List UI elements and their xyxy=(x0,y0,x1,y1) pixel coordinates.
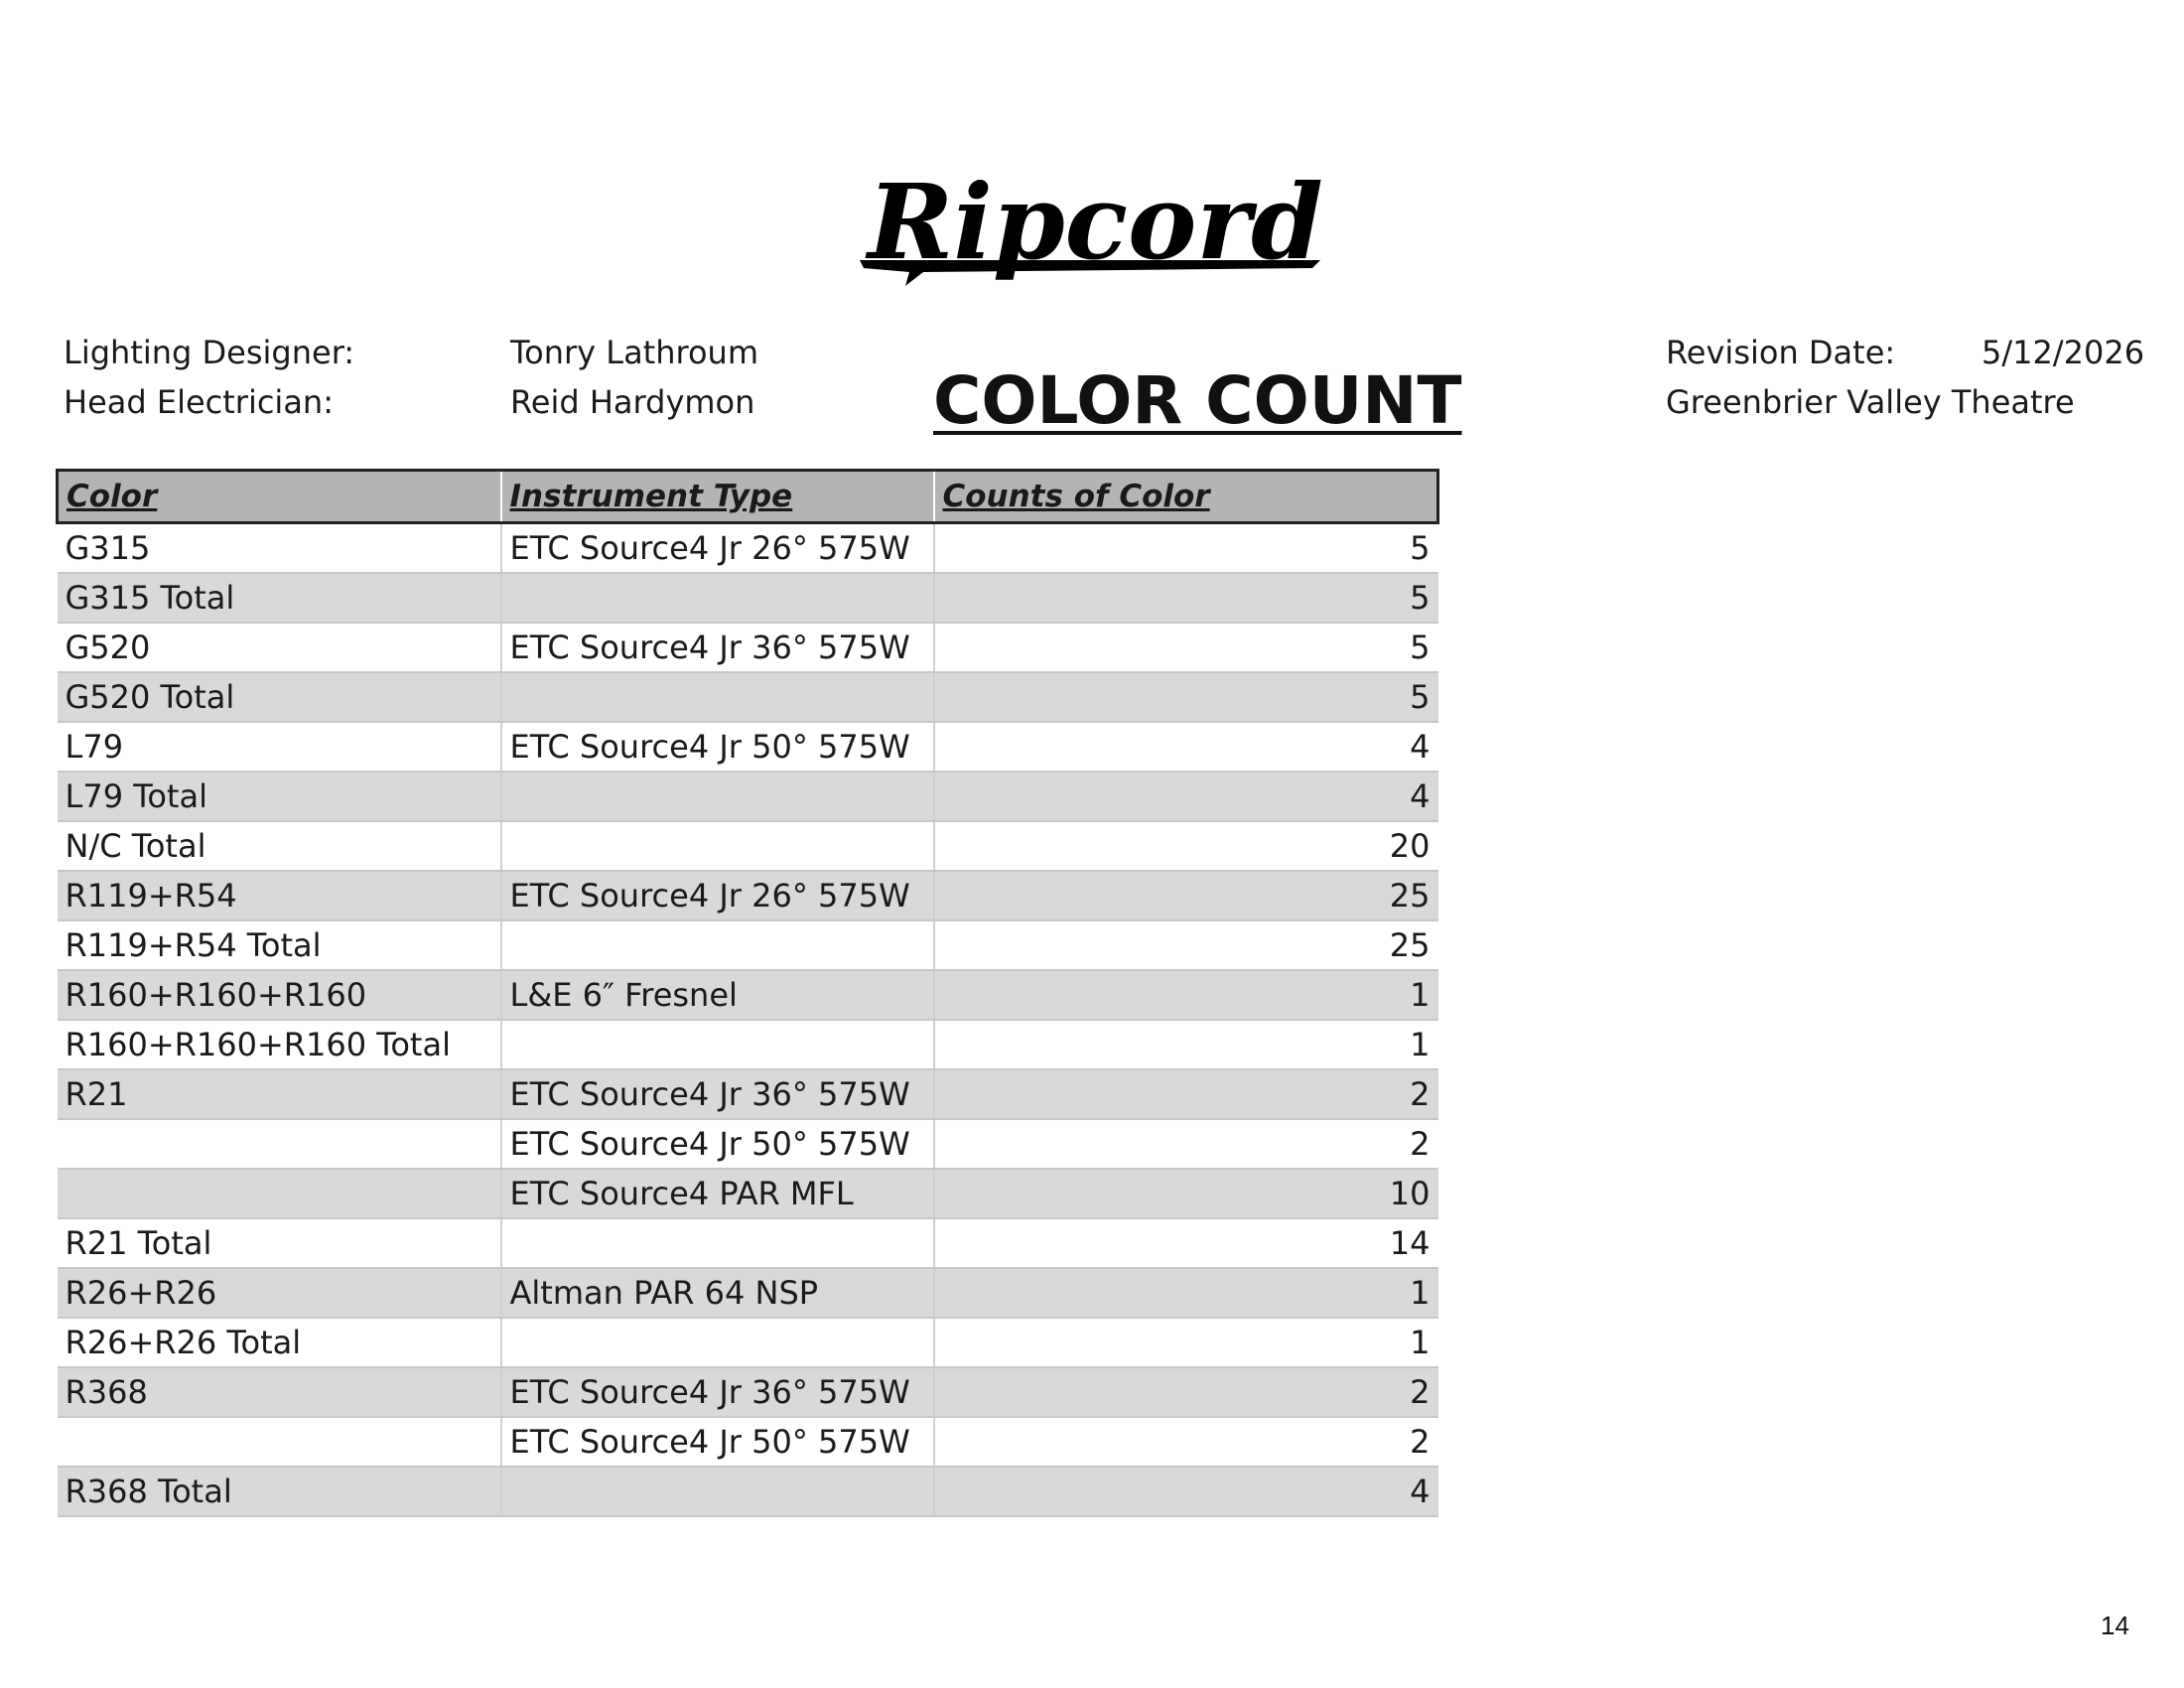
count-cell: 2 xyxy=(934,1367,1438,1417)
instrument-cell xyxy=(501,821,934,871)
count-cell: 1 xyxy=(934,970,1438,1020)
color-cell xyxy=(58,1119,501,1169)
column-header-instrument-type: Instrument Type xyxy=(501,471,934,523)
count-cell: 4 xyxy=(934,772,1438,821)
table-row xyxy=(58,1119,1438,1169)
table-row xyxy=(58,1367,1438,1417)
count-cell: 5 xyxy=(934,672,1438,722)
table-row xyxy=(58,772,1438,821)
color-cell: G315 xyxy=(58,523,501,574)
count-cell: 2 xyxy=(934,1417,1438,1467)
count-cell: 5 xyxy=(934,623,1438,672)
table-row xyxy=(58,672,1438,722)
instrument-cell: ETC Source4 Jr 26° 575W xyxy=(501,523,934,574)
instrument-cell xyxy=(501,1318,934,1367)
instrument-cell xyxy=(501,1218,934,1268)
color-cell: G520 Total xyxy=(58,672,501,722)
column-header-color: Color xyxy=(58,471,501,523)
svg-text:Ripcord: Ripcord xyxy=(868,169,1323,283)
count-cell: 5 xyxy=(934,573,1438,623)
instrument-cell: ETC Source4 Jr 36° 575W xyxy=(501,1069,934,1119)
count-cell: 25 xyxy=(934,920,1438,970)
instrument-cell: ETC Source4 PAR MFL xyxy=(501,1169,934,1218)
instrument-cell: L&E 6″ Fresnel xyxy=(501,970,934,1020)
instrument-cell xyxy=(501,1020,934,1069)
count-cell: 10 xyxy=(934,1169,1438,1218)
instrument-cell xyxy=(501,672,934,722)
color-cell: R119+R54 Total xyxy=(58,920,501,970)
instrument-cell: ETC Source4 Jr 36° 575W xyxy=(501,1367,934,1417)
color-cell: R21 Total xyxy=(58,1218,501,1268)
table-row xyxy=(58,1020,1438,1069)
color-cell: R368 xyxy=(58,1367,501,1417)
color-cell: N/C Total xyxy=(58,821,501,871)
table-row xyxy=(58,623,1438,672)
table-row xyxy=(58,1318,1438,1367)
lighting-designer-value: Tonry Lathroum xyxy=(510,334,758,371)
ripcord-logo-art xyxy=(854,169,1350,298)
instrument-cell: ETC Source4 Jr 50° 575W xyxy=(501,722,934,772)
table-row xyxy=(58,722,1438,772)
count-cell: 20 xyxy=(934,821,1438,871)
color-cell: R26+R26 Total xyxy=(58,1318,501,1367)
color-count-table xyxy=(56,469,1439,1517)
table-row xyxy=(58,523,1438,574)
count-cell: 14 xyxy=(934,1218,1438,1268)
color-cell: R160+R160+R160 xyxy=(58,970,501,1020)
instrument-cell xyxy=(501,573,934,623)
count-cell: 4 xyxy=(934,722,1438,772)
revision-date-value: 5/12/2026 xyxy=(1981,334,2145,371)
count-cell: 1 xyxy=(934,1268,1438,1318)
head-electrician-label: Head Electrician: xyxy=(64,383,334,421)
ripcord-logo xyxy=(854,169,1350,298)
table-row xyxy=(58,1417,1438,1467)
color-cell: G315 Total xyxy=(58,573,501,623)
count-cell: 2 xyxy=(934,1119,1438,1169)
instrument-cell: Altman PAR 64 NSP xyxy=(501,1268,934,1318)
page-number: 14 xyxy=(2101,1611,2129,1640)
instrument-cell xyxy=(501,1467,934,1516)
color-cell: R368 Total xyxy=(58,1467,501,1516)
table-row xyxy=(58,573,1438,623)
page-title: COLOR COUNT xyxy=(933,362,1462,439)
table-row xyxy=(58,1069,1438,1119)
count-cell: 25 xyxy=(934,871,1438,920)
color-cell: L79 Total xyxy=(58,772,501,821)
color-cell: R21 xyxy=(58,1069,501,1119)
table-row xyxy=(58,920,1438,970)
table-row xyxy=(58,1218,1438,1268)
color-cell xyxy=(58,1169,501,1218)
head-electrician-value: Reid Hardymon xyxy=(510,383,755,421)
lighting-designer-label: Lighting Designer: xyxy=(64,334,355,371)
color-cell: G520 xyxy=(58,623,501,672)
table-row xyxy=(58,1268,1438,1318)
count-cell: 1 xyxy=(934,1020,1438,1069)
column-header-counts-of-color: Counts of Color xyxy=(934,471,1438,523)
count-cell: 2 xyxy=(934,1069,1438,1119)
table-row xyxy=(58,1169,1438,1218)
instrument-cell: ETC Source4 Jr 26° 575W xyxy=(501,871,934,920)
count-cell: 5 xyxy=(934,523,1438,574)
revision-date-label: Revision Date: xyxy=(1666,334,1896,371)
instrument-cell: ETC Source4 Jr 36° 575W xyxy=(501,623,934,672)
table-row xyxy=(58,821,1438,871)
table-row xyxy=(58,970,1438,1020)
instrument-cell: ETC Source4 Jr 50° 575W xyxy=(501,1119,934,1169)
instrument-cell: ETC Source4 Jr 50° 575W xyxy=(501,1417,934,1467)
color-cell: R160+R160+R160 Total xyxy=(58,1020,501,1069)
table-row xyxy=(58,871,1438,920)
venue-name: Greenbrier Valley Theatre xyxy=(1666,383,2075,421)
color-cell xyxy=(58,1417,501,1467)
count-cell: 1 xyxy=(934,1318,1438,1367)
table-header-row xyxy=(58,471,1438,523)
color-cell: L79 xyxy=(58,722,501,772)
table-row xyxy=(58,1467,1438,1516)
color-cell: R26+R26 xyxy=(58,1268,501,1318)
count-cell: 4 xyxy=(934,1467,1438,1516)
color-cell: R119+R54 xyxy=(58,871,501,920)
instrument-cell xyxy=(501,772,934,821)
instrument-cell xyxy=(501,920,934,970)
